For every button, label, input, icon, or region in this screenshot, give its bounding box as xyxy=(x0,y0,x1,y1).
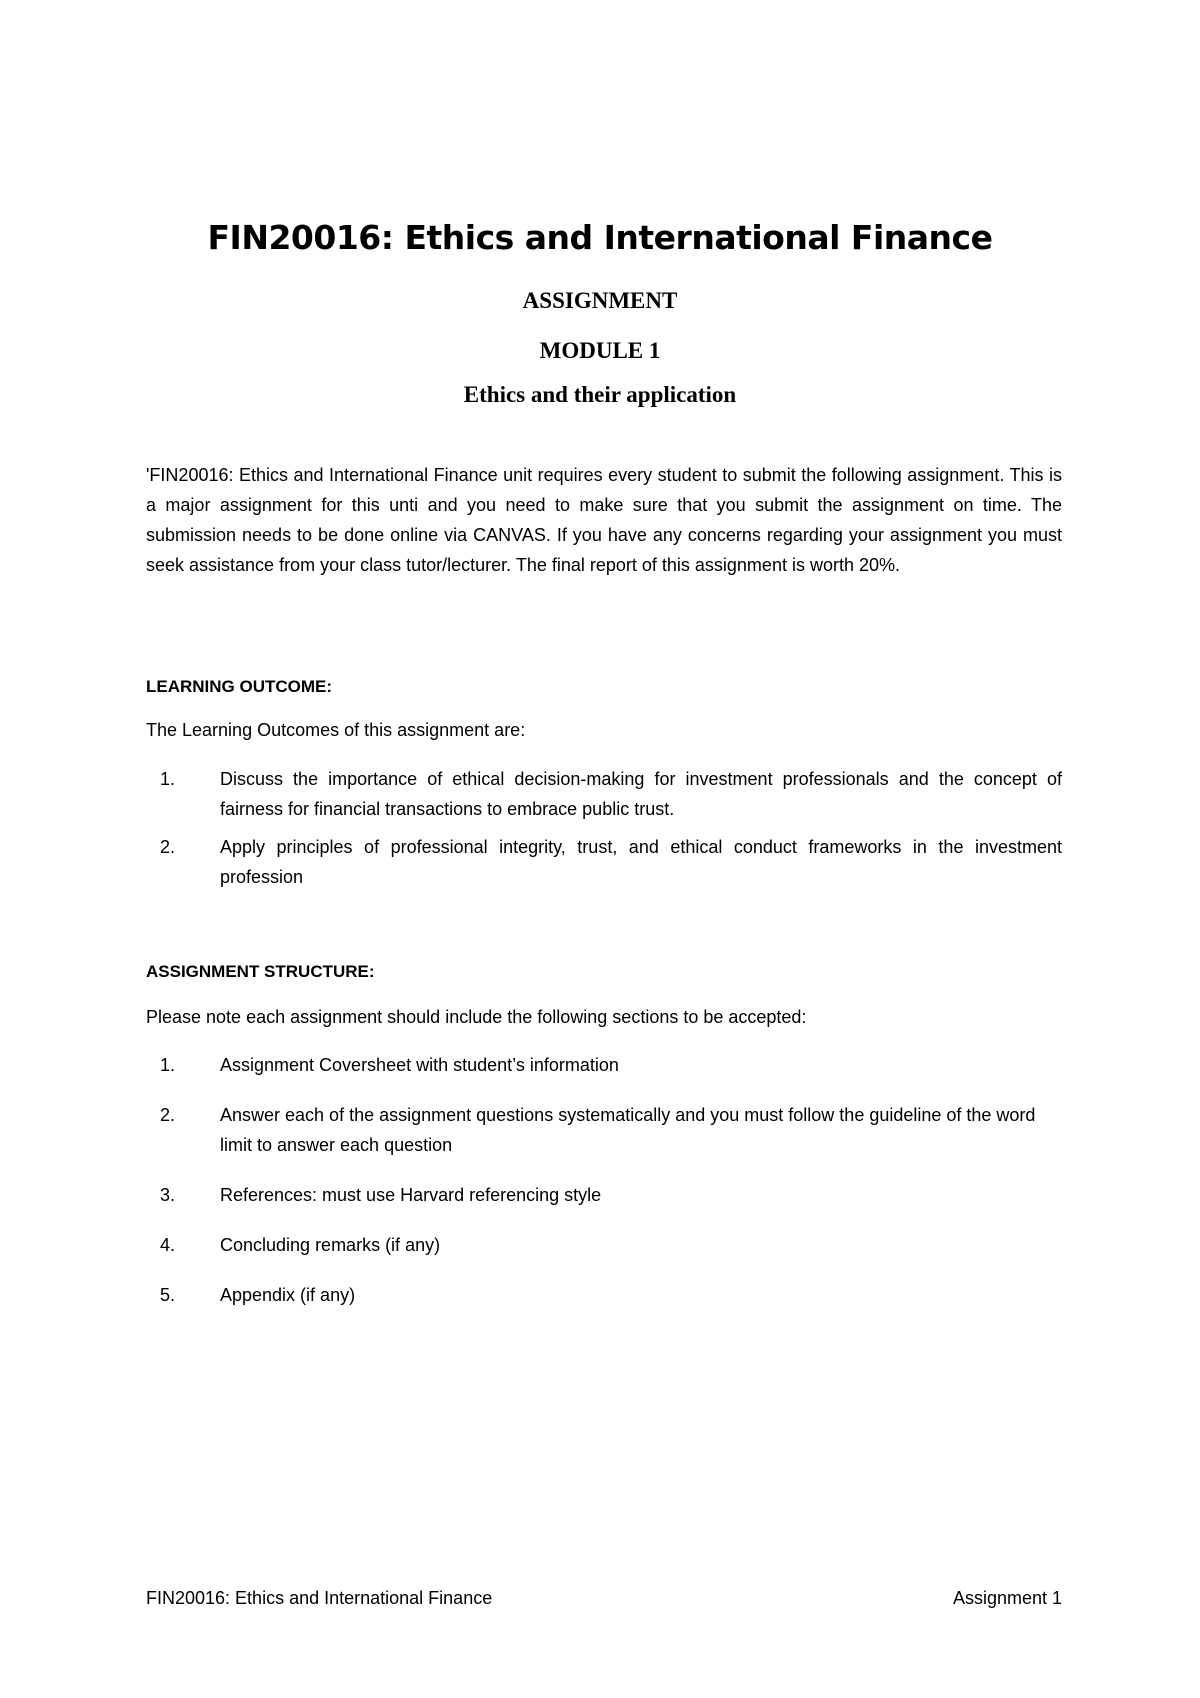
list-number: 2. xyxy=(160,1105,176,1125)
list-item-text: References: must use Harvard referencing style xyxy=(220,1185,602,1205)
list-number: 3. xyxy=(160,1185,176,1205)
list-item xyxy=(146,1050,1062,1080)
list-item-text: Assignment Coversheet with student’s information xyxy=(220,1055,619,1075)
list-item-text: Concluding remarks (if any) xyxy=(220,1235,441,1255)
list-item-text: Answer each of the assignment questions systematically and you must follow the guideline of the word limit to answer each question xyxy=(220,1105,1036,1155)
list-item-text: Appendix (if any) xyxy=(220,1285,356,1305)
list-number: 5. xyxy=(160,1285,176,1305)
list-number: 2. xyxy=(160,837,176,857)
intro-paragraph: 'FIN20016: Ethics and International Finance unit requires every student to submit the following assignment. This is a major assignment for this unti and you need to make sure that you submit the assignment on time. The submission needs to be done online via CANVAS. If you have any concerns regarding your assignment you must seek assistance from your class tutor/lecturer. The final report of this assignment is worth 20%. xyxy=(146,465,1062,575)
footer-course-title: FIN20016: Ethics and International Finance xyxy=(146,1588,493,1608)
list-number: 1. xyxy=(160,769,176,789)
list-item-text: Apply principles of professional integrity, trust, and ethical conduct frameworks in the investment profession xyxy=(220,837,1062,887)
list-item xyxy=(146,1230,1062,1260)
list-number: 4. xyxy=(160,1235,176,1255)
module-heading: MODULE 1 xyxy=(539,338,661,363)
learning-outcome-lead: The Learning Outcomes of this assignment are: xyxy=(146,720,526,740)
assignment-structure-list xyxy=(146,1050,1062,1330)
list-item-text: Discuss the importance of ethical decision-making for investment professionals and the concept of fairness for financial transactions to embrace public trust. xyxy=(220,769,1062,819)
list-number: 1. xyxy=(160,1055,176,1075)
list-item xyxy=(146,1100,1062,1160)
learning-outcome-list xyxy=(146,764,1062,900)
list-item xyxy=(146,764,1062,824)
footer-assignment-label: Assignment 1 xyxy=(952,1588,1062,1608)
page-footer xyxy=(146,1588,1062,1609)
assignment-heading: ASSIGNMENT xyxy=(522,288,678,313)
list-item xyxy=(146,832,1062,892)
assignment-structure-heading: ASSIGNMENT STRUCTURE: xyxy=(146,962,375,981)
module-subtitle: Ethics and their application xyxy=(463,382,737,407)
learning-outcome-heading: LEARNING OUTCOME: xyxy=(146,677,333,696)
document-title: FIN20016: Ethics and International Finance xyxy=(207,218,993,257)
list-item xyxy=(146,1280,1062,1310)
list-item xyxy=(146,1180,1062,1210)
assignment-structure-lead: Please note each assignment should include the following sections to be accepted: xyxy=(146,1007,807,1027)
